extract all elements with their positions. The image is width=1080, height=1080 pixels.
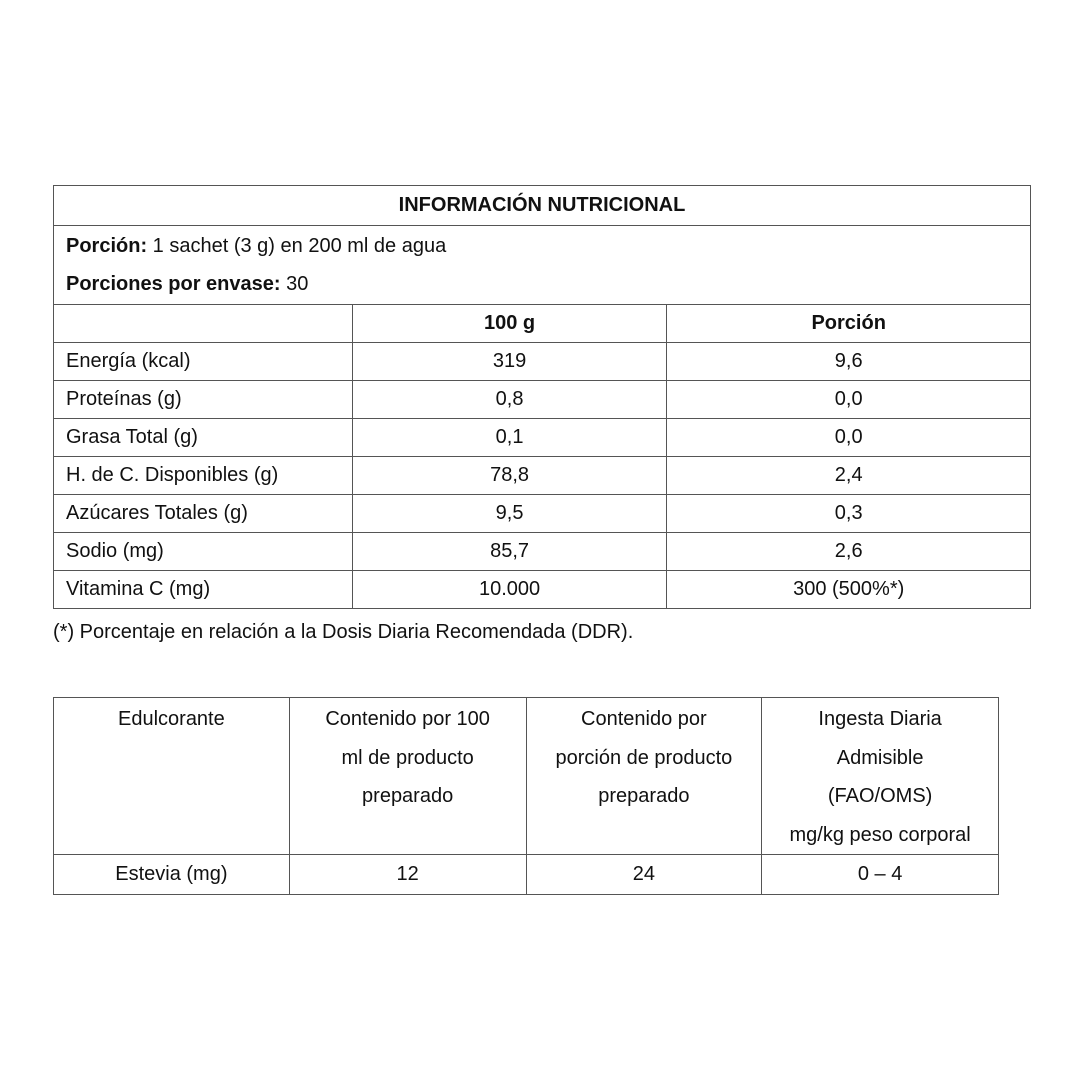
table-row <box>54 457 1031 495</box>
table-row <box>54 343 1031 381</box>
value-portion: 2,4 <box>667 457 1031 495</box>
table-row <box>54 419 1031 457</box>
value-100g: 78,8 <box>352 457 667 495</box>
portion-value: 1 sachet (3 g) en 200 ml de agua <box>147 235 447 257</box>
value-per-100ml: 12 <box>289 855 526 895</box>
value-portion: 9,6 <box>667 343 1031 381</box>
column-header: 100 g <box>352 305 667 343</box>
value-100g: 319 <box>352 343 667 381</box>
column-header: Ingesta Diaria Admisible (FAO/OMS) mg/kg peso corporal <box>762 698 999 855</box>
value-ida: 0 – 4 <box>762 855 999 895</box>
nutrition-table <box>53 185 1031 609</box>
serving-info <box>54 226 1031 305</box>
footnote: (*) Porcentaje en relación a la Dosis Diaria Recomendada (DDR). <box>53 621 634 643</box>
nutrient-name: Grasa Total (g) <box>54 419 353 457</box>
value-portion: 300 (500%*) <box>667 571 1031 609</box>
nutrient-name: Vitamina C (mg) <box>54 571 353 609</box>
sweetener-table <box>53 697 999 895</box>
column-header: Porción <box>667 305 1031 343</box>
column-header: Contenido por 100 ml de producto preparado <box>289 698 526 855</box>
nutrient-name: H. de C. Disponibles (g) <box>54 457 353 495</box>
nutrient-name: Proteínas (g) <box>54 381 353 419</box>
column-header-row <box>54 305 1031 343</box>
table-row <box>54 533 1031 571</box>
value-100g: 85,7 <box>352 533 667 571</box>
column-header <box>54 305 353 343</box>
sweetener-header-row <box>54 698 999 855</box>
nutrient-name: Energía (kcal) <box>54 343 353 381</box>
column-header: Contenido por porción de producto preparado <box>526 698 762 855</box>
value-100g: 0,1 <box>352 419 667 457</box>
table-row <box>54 571 1031 609</box>
table-row <box>54 495 1031 533</box>
servings-value: 30 <box>280 273 309 295</box>
nutrition-title: INFORMACIÓN NUTRICIONAL <box>54 186 1031 226</box>
servings-label: Porciones por envase: <box>66 273 281 295</box>
nutrient-name: Sodio (mg) <box>54 533 353 571</box>
sweetener-name: Estevia (mg) <box>54 855 290 895</box>
value-portion: 0,0 <box>667 381 1031 419</box>
value-100g: 0,8 <box>352 381 667 419</box>
column-header: Edulcorante <box>54 698 290 855</box>
value-per-portion: 24 <box>526 855 762 895</box>
value-portion: 2,6 <box>667 533 1031 571</box>
portion-label: Porción: <box>66 235 148 257</box>
value-100g: 9,5 <box>352 495 667 533</box>
table-row <box>54 855 999 895</box>
value-portion: 0,3 <box>667 495 1031 533</box>
value-portion: 0,0 <box>667 419 1031 457</box>
nutrient-name: Azúcares Totales (g) <box>54 495 353 533</box>
value-100g: 10.000 <box>352 571 667 609</box>
table-row <box>54 381 1031 419</box>
